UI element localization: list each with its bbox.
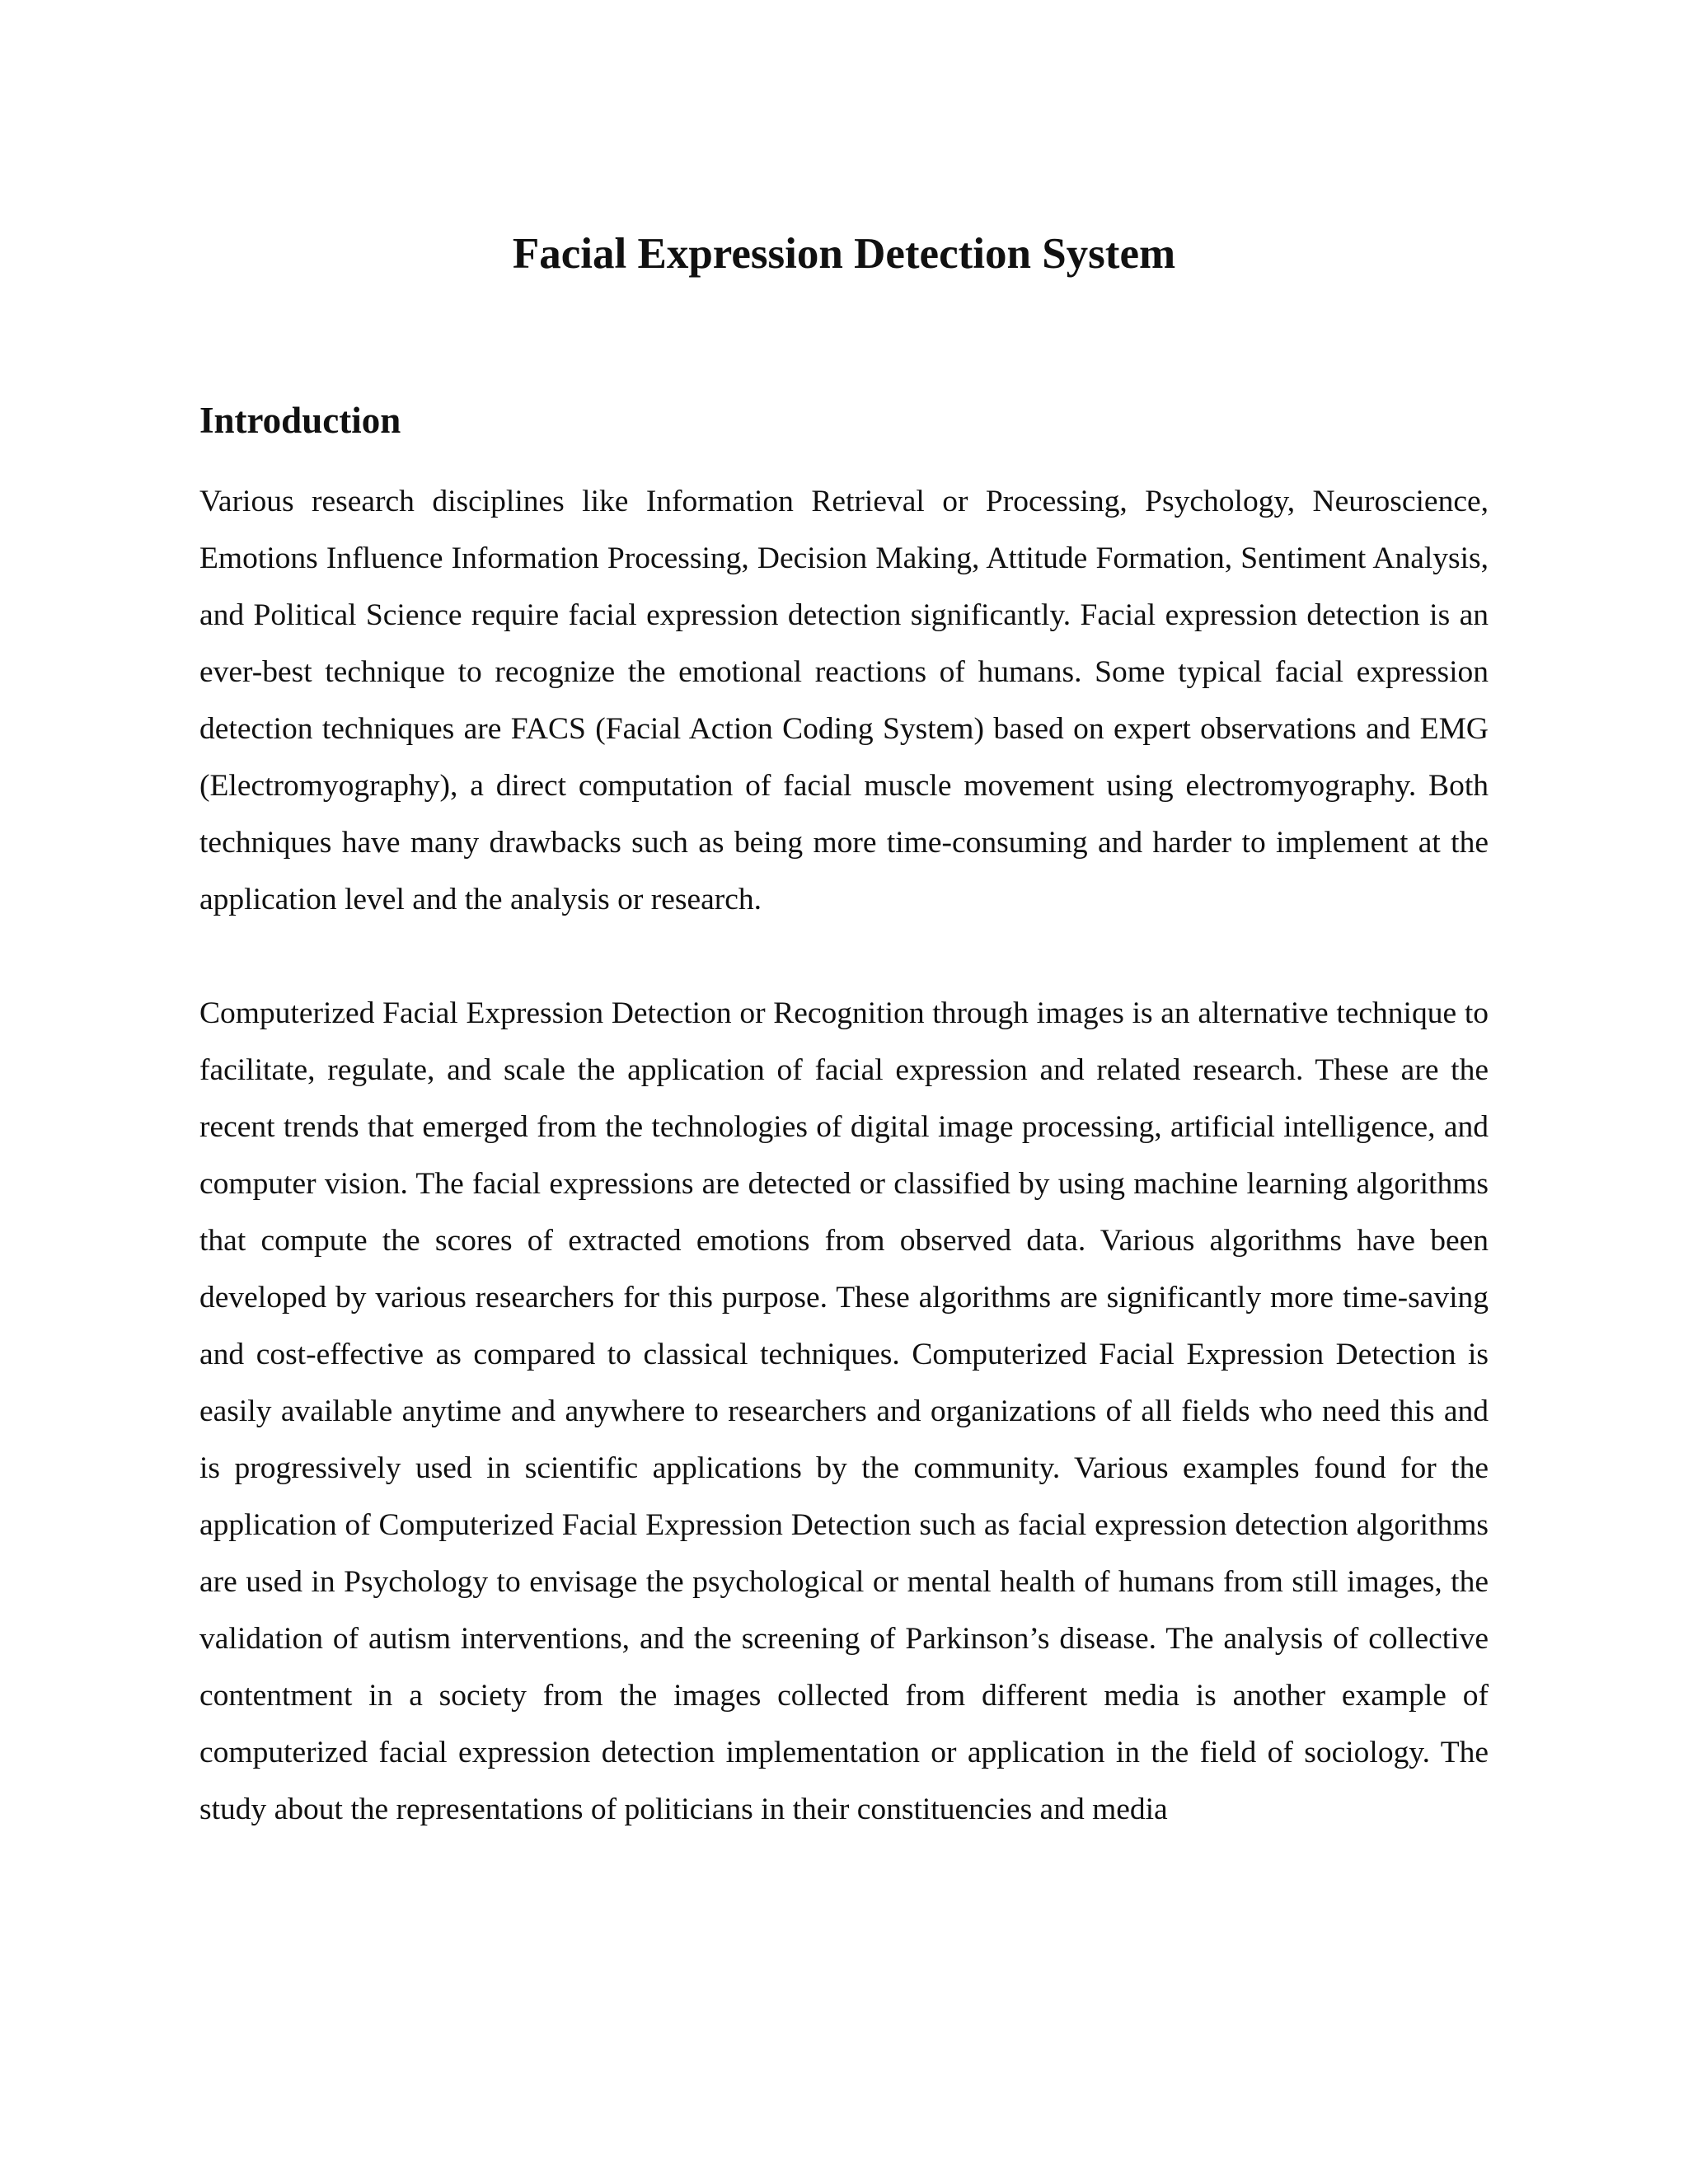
section-heading-introduction: Introduction [199,400,401,441]
body-text [199,473,1489,1838]
paragraph-2: Computerized Facial Expression Detection or Recognition through images is an alternative technique to facilitate, regulate, and scale the application of facial expression and related research. These are the recent trends that emerged from the technologies of digital image processing, artificial intelligence, and computer vision. The facial expressions are detected or classified by using machine learning algorithms that compute the scores of extracted emotions from observed data. Various algorithms have been developed by various researchers for this purpose. These algorithms are significantly more time-saving and cost-effective as compared to classical techniques. Computerized Facial Expression Detection is easily available anytime and anywhere to researchers and organizations of all fields who need this and is progressively used in scientific applications by the community. Various examples found for the application of Computerized Facial Expression Detection such as facial expression detection algorithms are used in Psychology to envisage the psychological or mental health of humans from still images, the validation of autism interventions, and the screening of Parkinson’s disease. The analysis of collective contentment in a society from the images collected from different media is another example of computerized facial expression detection implementation or application in the field of sociology. The study about the representations of politicians in their constituencies and media [199,996,1489,1826]
document-title: Facial Expression Detection System [512,230,1176,278]
paragraph-1: Various research disciplines like Information Retrieval or Processing, Psychology, Neuroscience, Emotions Influence Information Processing, Decision Making, Attitude Formation, Sentiment Analysis, and Political Science require facial expression detection significantly. Facial expression detection is an ever-best technique to recognize the emotional reactions of humans. Some typical facial expression detection techniques are FACS (Facial Action Coding System) based on expert observations and EMG (Electromyography), a direct computation of facial muscle movement using electromyography. Both techniques have many drawbacks such as being more time-consuming and harder to implement at the application level and the analysis or research. [199,485,1489,916]
